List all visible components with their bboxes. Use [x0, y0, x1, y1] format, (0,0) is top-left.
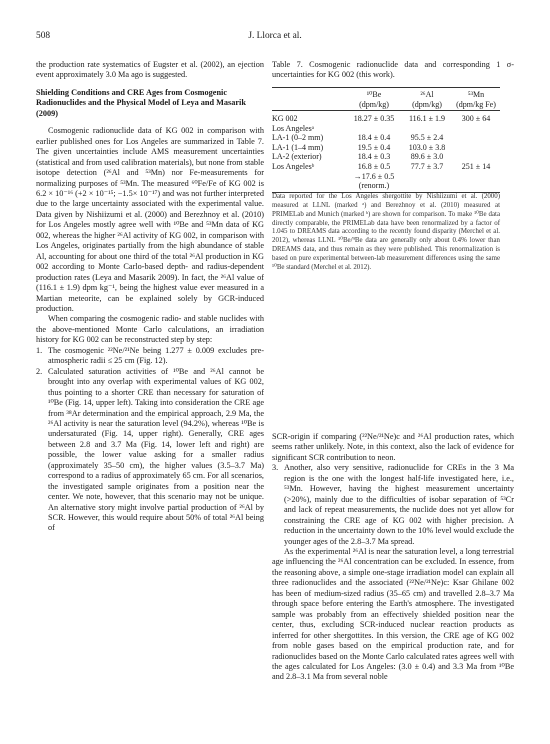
table-cell [452, 124, 500, 134]
table-cell: →17.6 ± 0.5 [353, 171, 395, 181]
running-header [36, 31, 514, 43]
list-item-text: Another, also very sensitive, radionuclide for CREs in the 3 Ma region is the one with the longest half-life investigated here, i.e., ⁵³Mn. However, having the highest measurement uncertainty (>20%), mainly due to the difficulties of isobar separation of ⁵³Cr and lack of repeat measurements, the nuclide does not yet allow for constraining the CRE age of KG 002 with higher precision. A reduction in the uncertainty down to the 10% level would exclude the younger ages of the 2.8–3.7 Ma spread. [284, 463, 514, 546]
table-cell: 116.1 ± 1.9 [408, 114, 446, 124]
table-cell [452, 181, 500, 192]
table-row [272, 152, 500, 162]
table-row [272, 143, 500, 153]
table-cell: LA-1 (1–4 mm) [272, 142, 324, 152]
left-column [36, 60, 264, 534]
table-cell [452, 152, 500, 162]
table-cell: 19.5 ± 0.4 [357, 142, 391, 152]
table-cell: 251 ± 14 [461, 162, 491, 172]
right-column-body [272, 432, 514, 683]
list-item-text: Calculated saturation activities of ¹⁰Be and ²⁶Al cannot be brought into any overlap with experimental values of KG 002, thus pointing to a shorter CRE than necessary for saturation of ¹⁰Be (Fig. 14, upper left). Taking into consideration the CRE age from ³⁸Ar determination and the empirical approach, 2.9 Ma, the ²⁶Al activity is near the saturation level (94.2%), whereas ¹⁰Be is undersaturated (Fig. 14, upper right). Generally, CRE ages between 2.8 and 3.7 Ma (Fig. 14, lower left and right) are possible, the lower value asking for a smaller radius (approximately 35–50 cm), the higher values (3.5–3.7 Ma) correspond to a radius of approximately 65 cm. For all scenarios, the investigated sample originates from a position near the center. We note, however, that this scenario may not be unique. An alternative story might involve partial production of ²⁶Al by SCR. However, this would require about 50% of total ²⁶Al being of [48, 366, 264, 533]
table-row [272, 162, 500, 172]
table-cell [272, 172, 346, 182]
radionuclide-table [272, 87, 500, 193]
table-cell [346, 124, 402, 134]
table-cell: 18.27 ± 0.35 [353, 114, 395, 124]
list-item-text: The cosmogenic ²²Ne/²¹Ne being 1.277 ± 0.009 excludes pre-atmospheric radii ≤ 25 cm (Fig. 12). [48, 345, 264, 366]
table-cell [272, 181, 346, 192]
table-cell: LA-1 (0–2 mm) [272, 133, 324, 143]
table-header-cell: ⁵³Mn [452, 87, 500, 99]
table-cell: (renorm.) [346, 181, 402, 192]
table-cell [402, 181, 452, 192]
body-paragraph: When comparing the cosmogenic radio- and stable nuclides with the above-mentioned Monte Carlo calculations, an irradiation history for KG 002 can be reconstructed step by step: [36, 314, 264, 345]
table-unit-cell: (dpm/kg) [402, 100, 452, 111]
intro-paragraph: the production rate systematics of Eugster et al. (2002), an ejection event approximately 3.0 Ma ago is suggested. [36, 60, 264, 80]
table-cell: 95.5 ± 2.4 [410, 133, 444, 143]
body-paragraph: Cosmogenic radionuclide data of KG 002 in comparison with earlier published ones for Los Angeles are summarized in Table 7. The given uncertainties include AMS measurement uncertainties (statistical and from used calibration materials), but none from stable isotope detection (²⁶Al and ⁵³Mn) nor Fe-measurements for normalizing purposes of ⁵³Mn. The measured ⁶⁰Fe/Fe of KG 002 is 6.2 × 10⁻¹⁶ (+2 × 10⁻¹⁵; −1.5× 10⁻¹⁷) and was not further interpreted due to the large uncertainty associated with the experimental value. Data given by Nishiizumi et al. (2000) and Berezhnoy et al. (2010) for Los Angeles mostly agree well with ¹⁰Be and ⁵³Mn data of KG 002, whereas the higher ²⁶Al activity of KG 002, in comparison with Los Angeles, originates partially from the high abundance of stable Al, accounting for about one third of the total ²⁶Al production in KG 002 according to Monte Carlo-based depth- and radius-dependent production rates (Leya and Masarik 2009). In fact, the ²⁶Al value of (116.1 ± 1.9) dpm kg⁻¹, being the highest value ever measured in a Martian meteorite, can be explained solely by GCR-induced production. [36, 126, 264, 313]
table-cell: Los Angelesᵇ [272, 162, 315, 172]
list-item-number: 1. [36, 345, 43, 355]
table-unit-cell: (dpm/kg) [346, 100, 402, 111]
table-cell [452, 143, 500, 153]
table-row [272, 124, 500, 134]
list-item [272, 463, 514, 547]
table-header-cell: ¹⁰Be [346, 87, 402, 99]
table-units-row [272, 100, 500, 111]
section-heading: Shielding Conditions and CRE Ages from Cosmogenic Radionuclides and the Physical Model of Leya and Masarik (2009) [36, 87, 246, 118]
reconstruction-steps-list-continued [272, 463, 514, 547]
table-cell: KG 002 [272, 114, 298, 124]
table-header-cell: ²⁶Al [402, 87, 452, 99]
running-head-authors: J. Llorca et al. [248, 31, 302, 41]
table-cell: 103.0 ± 3.8 [408, 142, 446, 152]
table-footnote: Data reported for the Los Angeles shergottite by Nishiizumi et al. (2000) measured at LLNL (marked ᵃ) and Berezhnoy et al. (2010) measured at PRIMELab and Munich (marked ᵇ) are shown for comparison. To make ¹⁰Be data directly comparable, the PRIMELab data have been renormalized by a factor of 1.045 to DREAMS data according to the recently found disparity (Merchel et al. 2012), whereas LLNL ¹⁰Be/⁹Be data are generally only about 0.4% lower than DREAMS data, and thus remain as they were published. This renormalization is based on pure experimental between-lab measurement differences using the same ¹⁰Be standard (Merchel et al. 2012). [272, 192, 500, 272]
list-item-number: 2. [36, 366, 43, 376]
table-cell: 18.4 ± 0.4 [357, 133, 391, 143]
table-cell [402, 172, 452, 182]
table-header-cell [272, 87, 346, 99]
reconstruction-steps-list [36, 346, 264, 534]
table-header-row [272, 87, 500, 99]
list-item-number: 3. [272, 463, 279, 473]
table-cell: 89.6 ± 3.0 [410, 152, 444, 162]
table-row [272, 172, 500, 182]
list-item [36, 346, 264, 367]
table-caption: Table 7. Cosmogenic radionuclide data and corresponding 1 σ-uncertainties for KG 002 (this work). [272, 60, 514, 80]
table-unit-cell [272, 100, 346, 111]
table-row [272, 181, 500, 192]
table-cell: Los Angelesᵃ [272, 123, 314, 133]
table-cell: 18.4 ± 0.3 [357, 152, 391, 162]
table-cell: LA-2 (exterior) [272, 152, 322, 162]
table-cell [452, 133, 500, 143]
table-unit-cell: (dpm/kg Fe) [452, 100, 500, 111]
page-number: 508 [36, 31, 51, 41]
table-row [272, 133, 500, 143]
body-paragraph: As the experimental ²⁶Al is near the saturation level, a long terrestrial age influencing the ²⁶Al concentration can be excluded. In essence, from the reasoning above, a simple one-stage irradiation model can explain all three radionuclides and the associated (²²Ne/²¹Ne)c: Ksar Ghilane 002 has been of medium-sized radius (35–65 cm) and travelled 2.8–3.7 Ma through space before entering the Earth's atmosphere. The investigated sample was probably from an effectively shielded position near the center, thus, excluding SCR-induced nuclear reaction products as inferred for other shergottites. In this version, the CRE age of KG 002 from noble gases based on the empirical production rate, and for radionuclides based on the Monte Carlo calculated rates agrees well with the ages calculated for Los Angeles: (3.0 ± 0.4) and 3.3 Ma from ¹⁰Be and 2.8–3.1 Ma from several noble [272, 546, 514, 682]
table-cell: 77.7 ± 3.7 [410, 162, 444, 172]
table-cell [402, 124, 452, 134]
table-block [272, 60, 514, 273]
table-cell [452, 172, 500, 182]
table-cell: 300 ± 64 [461, 114, 491, 124]
list-item [36, 367, 264, 534]
body-paragraph: SCR-origin if comparing (²²Ne/²¹Ne)c and ²⁶Al production rates, which seems rather unlikely. Note, in this context, also the lack of evidence for significant SCR contribution to neon. [272, 432, 514, 462]
table-cell: 16.8 ± 0.5 [357, 162, 391, 172]
table-row [272, 111, 500, 124]
